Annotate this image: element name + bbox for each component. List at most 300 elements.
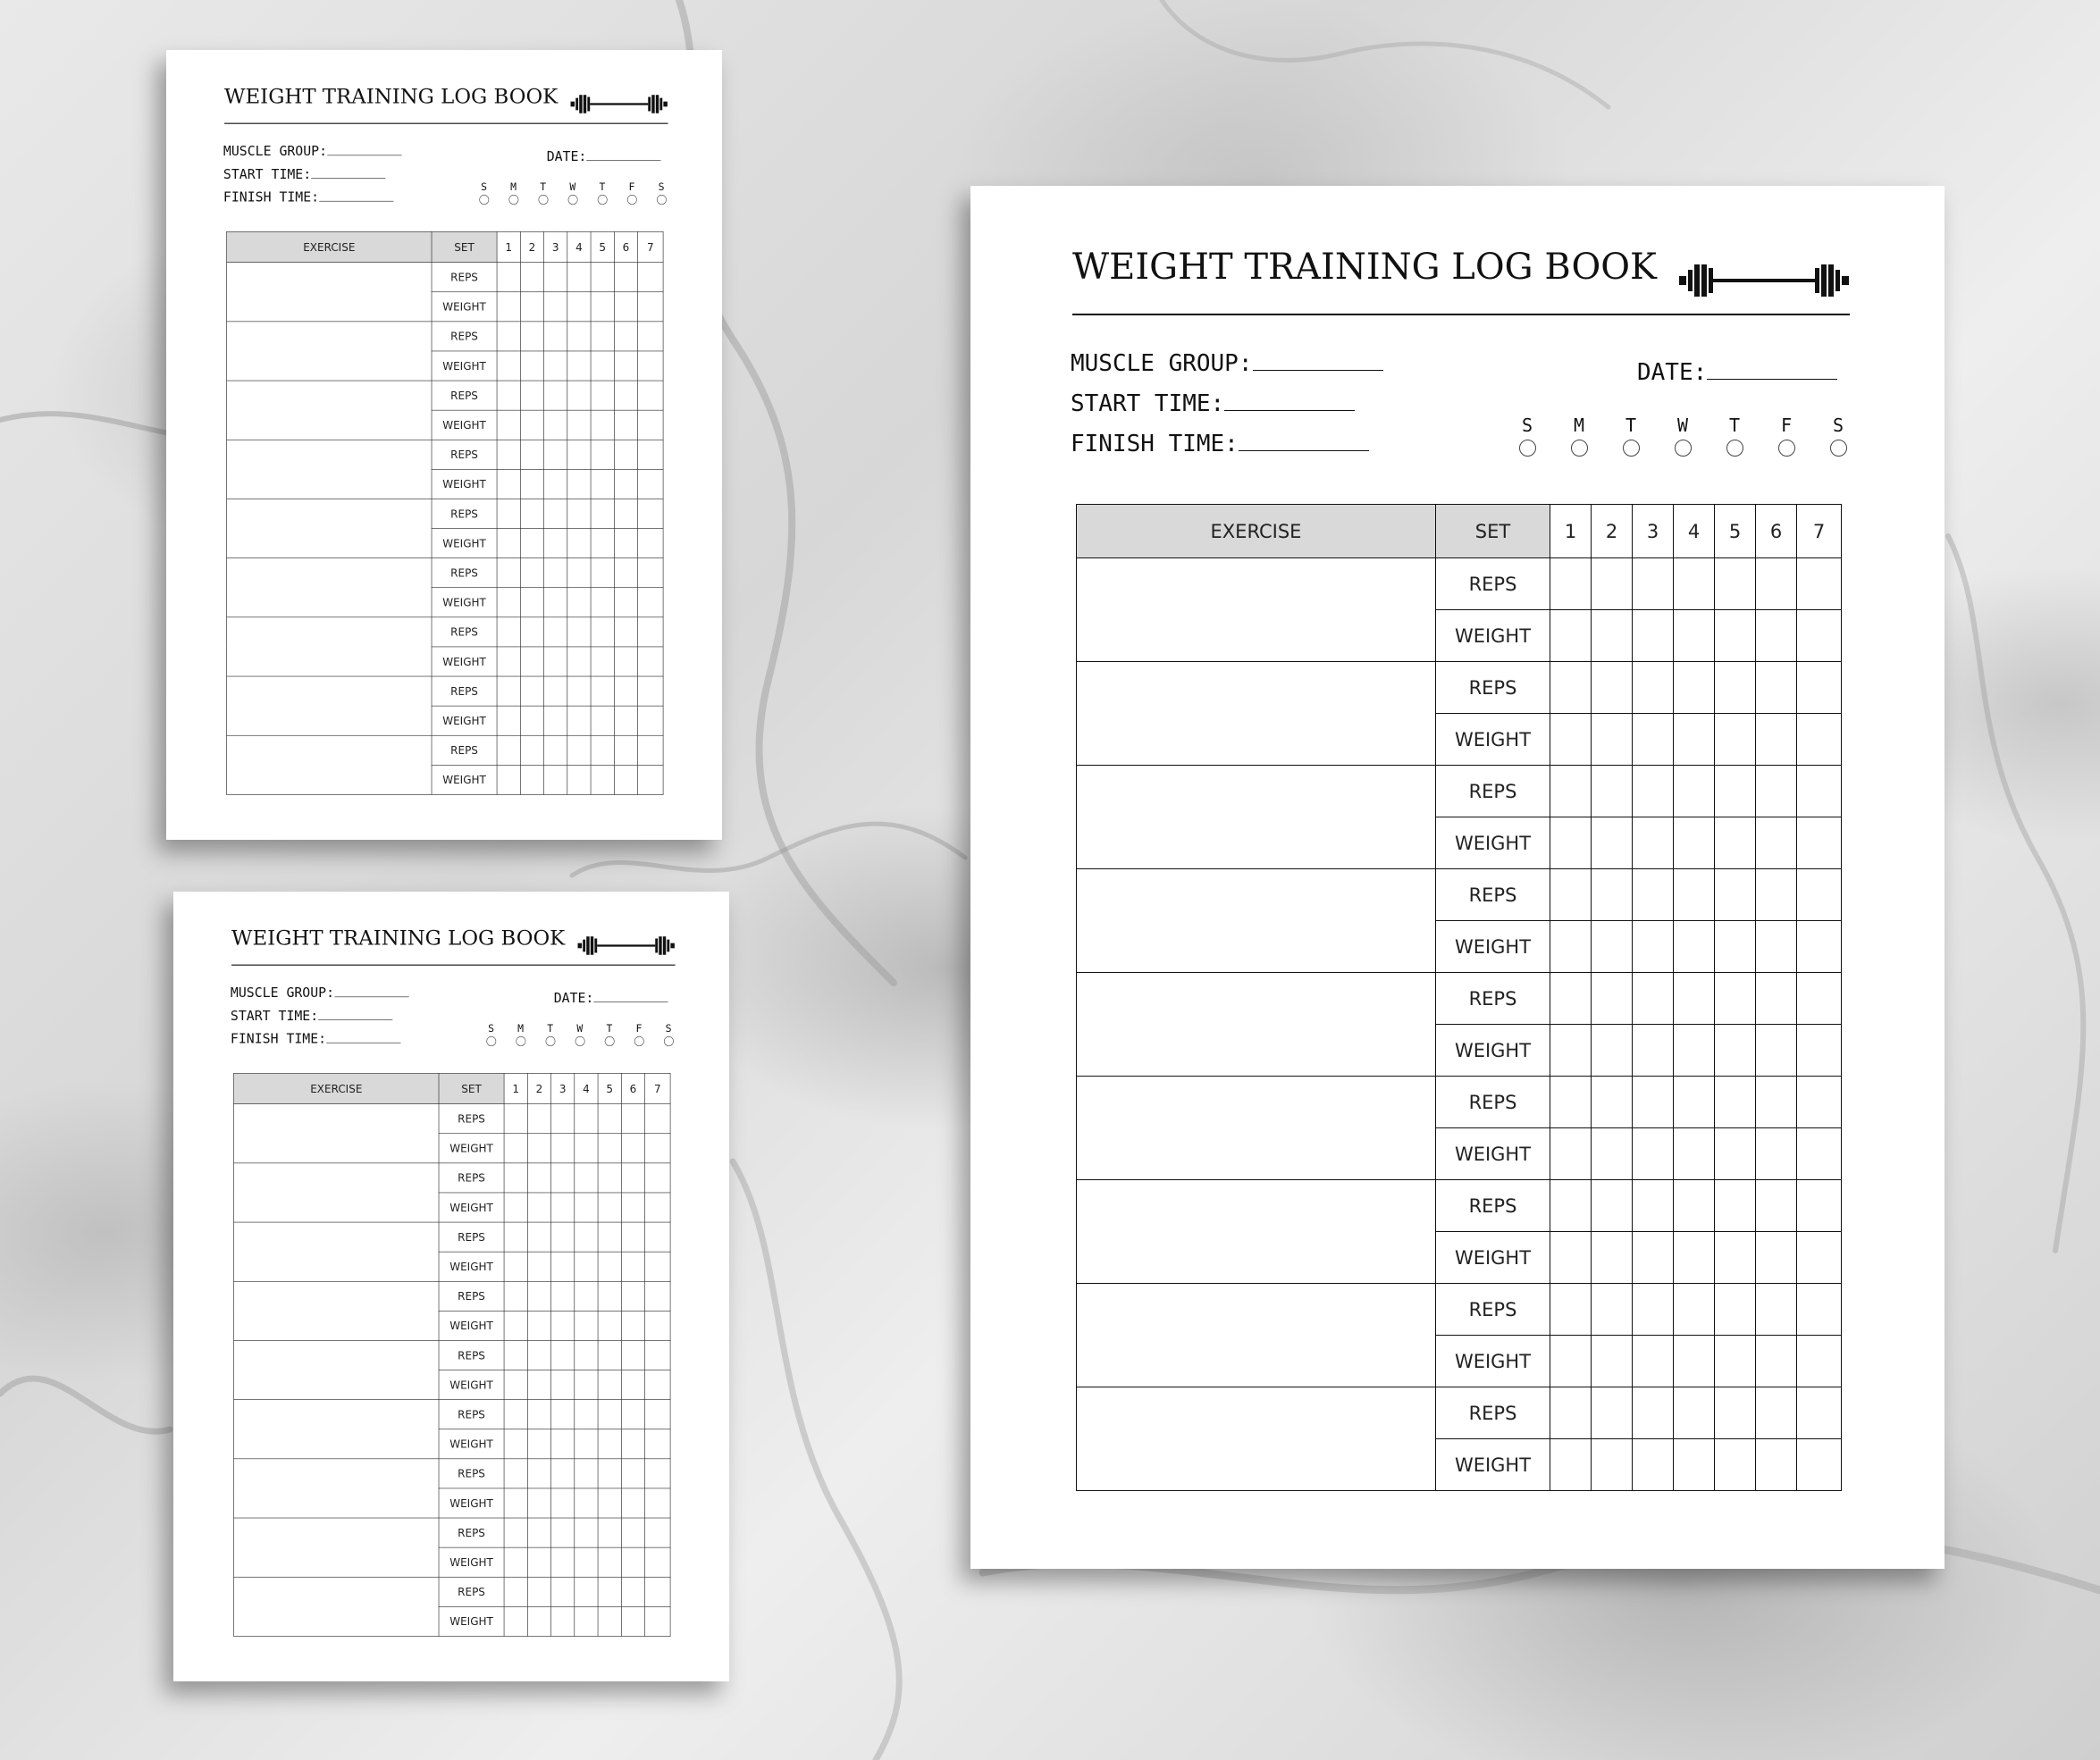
entry-cell[interactable] xyxy=(504,1311,527,1340)
entry-cell[interactable] xyxy=(591,529,614,558)
weekday-option[interactable] xyxy=(647,180,676,205)
entry-cell[interactable] xyxy=(1715,1387,1756,1439)
weekday-checkbox[interactable] xyxy=(627,195,637,205)
entry-cell[interactable] xyxy=(1756,921,1797,973)
entry-cell[interactable] xyxy=(1756,1128,1797,1180)
exercise-cell[interactable] xyxy=(234,1222,439,1281)
exercise-cell[interactable] xyxy=(1077,869,1436,973)
entry-cell[interactable] xyxy=(621,1134,644,1163)
entry-cell[interactable] xyxy=(520,765,543,794)
entry-cell[interactable] xyxy=(544,558,567,588)
entry-cell[interactable] xyxy=(527,1577,550,1606)
entry-cell[interactable] xyxy=(1550,869,1592,921)
entry-cell[interactable] xyxy=(575,1459,598,1488)
entry-cell[interactable] xyxy=(1756,1284,1797,1336)
entry-cell[interactable] xyxy=(520,735,543,765)
entry-cell[interactable] xyxy=(567,588,591,617)
entry-cell[interactable] xyxy=(614,588,637,617)
entry-cell[interactable] xyxy=(591,499,614,528)
muscle-group-blank[interactable] xyxy=(334,997,408,998)
entry-cell[interactable] xyxy=(598,1193,621,1222)
entry-cell[interactable] xyxy=(1550,766,1592,817)
entry-cell[interactable] xyxy=(621,1400,644,1429)
entry-cell[interactable] xyxy=(1674,817,1715,869)
entry-cell[interactable] xyxy=(544,765,567,794)
entry-cell[interactable] xyxy=(1674,1284,1715,1336)
entry-cell[interactable] xyxy=(614,499,637,528)
entry-cell[interactable] xyxy=(1592,869,1633,921)
entry-cell[interactable] xyxy=(1797,869,1842,921)
entry-cell[interactable] xyxy=(544,706,567,735)
entry-cell[interactable] xyxy=(621,1518,644,1547)
exercise-cell[interactable] xyxy=(1077,662,1436,766)
entry-cell[interactable] xyxy=(1592,1128,1633,1180)
entry-cell[interactable] xyxy=(551,1134,575,1163)
entry-cell[interactable] xyxy=(591,706,614,735)
entry-cell[interactable] xyxy=(544,647,567,676)
entry-cell[interactable] xyxy=(544,322,567,351)
entry-cell[interactable] xyxy=(1633,1025,1674,1077)
entry-cell[interactable] xyxy=(638,469,664,499)
weekday-option[interactable] xyxy=(1709,415,1760,457)
entry-cell[interactable] xyxy=(504,1252,527,1281)
date-blank[interactable] xyxy=(1707,379,1837,380)
entry-cell[interactable] xyxy=(614,558,637,588)
entry-cell[interactable] xyxy=(567,529,591,558)
entry-cell[interactable] xyxy=(551,1370,575,1400)
exercise-cell[interactable] xyxy=(1077,558,1436,662)
entry-cell[interactable] xyxy=(591,558,614,588)
weekday-option[interactable] xyxy=(535,1022,565,1046)
entry-cell[interactable] xyxy=(1674,1387,1715,1439)
entry-cell[interactable] xyxy=(591,588,614,617)
entry-cell[interactable] xyxy=(1674,1128,1715,1180)
entry-cell[interactable] xyxy=(551,1104,575,1134)
entry-cell[interactable] xyxy=(544,381,567,410)
exercise-cell[interactable] xyxy=(234,1163,439,1222)
entry-cell[interactable] xyxy=(1797,1439,1842,1491)
entry-cell[interactable] xyxy=(527,1429,550,1459)
entry-cell[interactable] xyxy=(614,351,637,381)
entry-cell[interactable] xyxy=(621,1429,644,1459)
entry-cell[interactable] xyxy=(575,1488,598,1518)
entry-cell[interactable] xyxy=(1756,766,1797,817)
entry-cell[interactable] xyxy=(575,1577,598,1606)
entry-cell[interactable] xyxy=(544,617,567,647)
entry-cell[interactable] xyxy=(1715,1284,1756,1336)
weekday-checkbox[interactable] xyxy=(575,1036,584,1046)
entry-cell[interactable] xyxy=(544,351,567,381)
entry-cell[interactable] xyxy=(497,351,520,381)
entry-cell[interactable] xyxy=(527,1400,550,1429)
entry-cell[interactable] xyxy=(520,440,543,469)
entry-cell[interactable] xyxy=(575,1104,598,1134)
entry-cell[interactable] xyxy=(1756,1180,1797,1232)
weekday-checkbox[interactable] xyxy=(1675,440,1692,457)
entry-cell[interactable] xyxy=(1756,1387,1797,1439)
entry-cell[interactable] xyxy=(598,1459,621,1488)
entry-cell[interactable] xyxy=(645,1134,671,1163)
entry-cell[interactable] xyxy=(638,735,664,765)
entry-cell[interactable] xyxy=(645,1488,671,1518)
weekday-checkbox[interactable] xyxy=(1778,440,1795,457)
weekday-option[interactable] xyxy=(1657,415,1709,457)
entry-cell[interactable] xyxy=(504,1518,527,1547)
muscle-group-blank[interactable] xyxy=(1253,370,1383,371)
entry-cell[interactable] xyxy=(1674,1232,1715,1284)
entry-cell[interactable] xyxy=(645,1459,671,1488)
exercise-cell[interactable] xyxy=(234,1281,439,1340)
entry-cell[interactable] xyxy=(645,1340,671,1370)
entry-cell[interactable] xyxy=(598,1488,621,1518)
entry-cell[interactable] xyxy=(645,1281,671,1311)
entry-cell[interactable] xyxy=(520,558,543,588)
entry-cell[interactable] xyxy=(527,1370,550,1400)
entry-cell[interactable] xyxy=(591,292,614,322)
entry-cell[interactable] xyxy=(598,1252,621,1281)
entry-cell[interactable] xyxy=(1756,1077,1797,1128)
entry-cell[interactable] xyxy=(567,351,591,381)
entry-cell[interactable] xyxy=(544,529,567,558)
entry-cell[interactable] xyxy=(1592,1180,1633,1232)
entry-cell[interactable] xyxy=(567,469,591,499)
entry-cell[interactable] xyxy=(520,322,543,351)
muscle-group-blank[interactable] xyxy=(327,155,401,156)
entry-cell[interactable] xyxy=(638,706,664,735)
entry-cell[interactable] xyxy=(1715,1439,1756,1491)
weekday-option[interactable] xyxy=(558,180,587,205)
entry-cell[interactable] xyxy=(1715,973,1756,1025)
entry-cell[interactable] xyxy=(1756,1439,1797,1491)
entry-cell[interactable] xyxy=(551,1577,575,1606)
entry-cell[interactable] xyxy=(1592,1232,1633,1284)
weekday-option[interactable] xyxy=(476,1022,506,1046)
exercise-cell[interactable] xyxy=(1077,1077,1436,1180)
weekday-checkbox[interactable] xyxy=(597,195,607,205)
exercise-cell[interactable] xyxy=(234,1518,439,1577)
entry-cell[interactable] xyxy=(520,410,543,440)
entry-cell[interactable] xyxy=(1756,1336,1797,1387)
entry-cell[interactable] xyxy=(598,1606,621,1636)
entry-cell[interactable] xyxy=(598,1222,621,1252)
entry-cell[interactable] xyxy=(1592,1077,1633,1128)
entry-cell[interactable] xyxy=(1756,817,1797,869)
entry-cell[interactable] xyxy=(527,1606,550,1636)
entry-cell[interactable] xyxy=(551,1547,575,1577)
finish-time-blank[interactable] xyxy=(1239,450,1369,451)
entry-cell[interactable] xyxy=(567,322,591,351)
entry-cell[interactable] xyxy=(575,1163,598,1193)
entry-cell[interactable] xyxy=(504,1222,527,1252)
entry-cell[interactable] xyxy=(504,1400,527,1429)
weekday-checkbox[interactable] xyxy=(516,1036,525,1046)
entry-cell[interactable] xyxy=(504,1163,527,1193)
entry-cell[interactable] xyxy=(497,765,520,794)
entry-cell[interactable] xyxy=(504,1370,527,1400)
entry-cell[interactable] xyxy=(1633,714,1674,766)
entry-cell[interactable] xyxy=(567,617,591,647)
entry-cell[interactable] xyxy=(497,617,520,647)
entry-cell[interactable] xyxy=(504,1193,527,1222)
weekday-checkbox[interactable] xyxy=(657,195,667,205)
entry-cell[interactable] xyxy=(1674,1180,1715,1232)
entry-cell[interactable] xyxy=(527,1104,550,1134)
entry-cell[interactable] xyxy=(614,440,637,469)
entry-cell[interactable] xyxy=(497,410,520,440)
entry-cell[interactable] xyxy=(527,1311,550,1340)
entry-cell[interactable] xyxy=(1592,1387,1633,1439)
entry-cell[interactable] xyxy=(575,1222,598,1252)
entry-cell[interactable] xyxy=(520,499,543,528)
entry-cell[interactable] xyxy=(497,469,520,499)
entry-cell[interactable] xyxy=(497,676,520,706)
entry-cell[interactable] xyxy=(504,1281,527,1311)
entry-cell[interactable] xyxy=(1550,1077,1592,1128)
entry-cell[interactable] xyxy=(1550,714,1592,766)
weekday-checkbox[interactable] xyxy=(545,1036,555,1046)
entry-cell[interactable] xyxy=(645,1222,671,1252)
entry-cell[interactable] xyxy=(1633,817,1674,869)
entry-cell[interactable] xyxy=(575,1547,598,1577)
entry-cell[interactable] xyxy=(497,292,520,322)
entry-cell[interactable] xyxy=(520,263,543,292)
entry-cell[interactable] xyxy=(575,1340,598,1370)
entry-cell[interactable] xyxy=(645,1252,671,1281)
exercise-cell[interactable] xyxy=(227,322,432,381)
entry-cell[interactable] xyxy=(1633,766,1674,817)
entry-cell[interactable] xyxy=(567,676,591,706)
entry-cell[interactable] xyxy=(1756,558,1797,610)
entry-cell[interactable] xyxy=(1715,817,1756,869)
entry-cell[interactable] xyxy=(527,1281,550,1311)
entry-cell[interactable] xyxy=(638,499,664,528)
exercise-cell[interactable] xyxy=(227,735,432,794)
entry-cell[interactable] xyxy=(1715,1232,1756,1284)
entry-cell[interactable] xyxy=(520,647,543,676)
entry-cell[interactable] xyxy=(1592,1439,1633,1491)
entry-cell[interactable] xyxy=(575,1311,598,1340)
entry-cell[interactable] xyxy=(504,1547,527,1577)
entry-cell[interactable] xyxy=(567,735,591,765)
entry-cell[interactable] xyxy=(551,1518,575,1547)
entry-cell[interactable] xyxy=(638,588,664,617)
entry-cell[interactable] xyxy=(1797,1284,1842,1336)
entry-cell[interactable] xyxy=(645,1311,671,1340)
entry-cell[interactable] xyxy=(1715,1077,1756,1128)
entry-cell[interactable] xyxy=(567,706,591,735)
entry-cell[interactable] xyxy=(1633,1387,1674,1439)
entry-cell[interactable] xyxy=(497,381,520,410)
weekday-checkbox[interactable] xyxy=(1726,440,1743,457)
entry-cell[interactable] xyxy=(1592,558,1633,610)
entry-cell[interactable] xyxy=(614,322,637,351)
entry-cell[interactable] xyxy=(1592,766,1633,817)
weekday-option[interactable] xyxy=(565,1022,594,1046)
entry-cell[interactable] xyxy=(1756,662,1797,714)
entry-cell[interactable] xyxy=(551,1311,575,1340)
entry-cell[interactable] xyxy=(638,529,664,558)
entry-cell[interactable] xyxy=(645,1606,671,1636)
entry-cell[interactable] xyxy=(1797,1387,1842,1439)
entry-cell[interactable] xyxy=(614,292,637,322)
finish-time-blank[interactable] xyxy=(319,201,393,202)
weekday-checkbox[interactable] xyxy=(1519,440,1536,457)
entry-cell[interactable] xyxy=(567,263,591,292)
entry-cell[interactable] xyxy=(544,263,567,292)
entry-cell[interactable] xyxy=(1674,1025,1715,1077)
entry-cell[interactable] xyxy=(551,1400,575,1429)
entry-cell[interactable] xyxy=(544,292,567,322)
entry-cell[interactable] xyxy=(504,1429,527,1459)
weekday-option[interactable] xyxy=(469,180,499,205)
entry-cell[interactable] xyxy=(551,1281,575,1311)
entry-cell[interactable] xyxy=(520,706,543,735)
entry-cell[interactable] xyxy=(497,588,520,617)
entry-cell[interactable] xyxy=(544,469,567,499)
entry-cell[interactable] xyxy=(638,263,664,292)
entry-cell[interactable] xyxy=(598,1370,621,1400)
entry-cell[interactable] xyxy=(1550,1387,1592,1439)
entry-cell[interactable] xyxy=(1592,1284,1633,1336)
entry-cell[interactable] xyxy=(645,1370,671,1400)
entry-cell[interactable] xyxy=(551,1222,575,1252)
entry-cell[interactable] xyxy=(614,381,637,410)
entry-cell[interactable] xyxy=(1592,662,1633,714)
entry-cell[interactable] xyxy=(621,1370,644,1400)
entry-cell[interactable] xyxy=(504,1104,527,1134)
entry-cell[interactable] xyxy=(544,676,567,706)
entry-cell[interactable] xyxy=(1674,558,1715,610)
entry-cell[interactable] xyxy=(614,529,637,558)
entry-cell[interactable] xyxy=(621,1459,644,1488)
entry-cell[interactable] xyxy=(544,440,567,469)
entry-cell[interactable] xyxy=(1633,1128,1674,1180)
entry-cell[interactable] xyxy=(1592,973,1633,1025)
entry-cell[interactable] xyxy=(621,1340,644,1370)
start-time-blank[interactable] xyxy=(318,1019,392,1020)
weekday-option[interactable] xyxy=(624,1022,653,1046)
entry-cell[interactable] xyxy=(1592,610,1633,662)
entry-cell[interactable] xyxy=(598,1134,621,1163)
start-time-blank[interactable] xyxy=(1224,410,1355,411)
entry-cell[interactable] xyxy=(520,588,543,617)
entry-cell[interactable] xyxy=(1674,921,1715,973)
entry-cell[interactable] xyxy=(504,1340,527,1370)
entry-cell[interactable] xyxy=(598,1429,621,1459)
exercise-cell[interactable] xyxy=(234,1459,439,1518)
entry-cell[interactable] xyxy=(567,381,591,410)
entry-cell[interactable] xyxy=(520,381,543,410)
entry-cell[interactable] xyxy=(598,1577,621,1606)
entry-cell[interactable] xyxy=(520,529,543,558)
weekday-checkbox[interactable] xyxy=(508,195,518,205)
weekday-checkbox[interactable] xyxy=(604,1036,614,1046)
weekday-checkbox[interactable] xyxy=(567,195,577,205)
weekday-option[interactable] xyxy=(587,180,617,205)
entry-cell[interactable] xyxy=(527,1193,550,1222)
entry-cell[interactable] xyxy=(1550,558,1592,610)
entry-cell[interactable] xyxy=(1797,1128,1842,1180)
entry-cell[interactable] xyxy=(614,410,637,440)
weekday-option[interactable] xyxy=(499,180,528,205)
entry-cell[interactable] xyxy=(551,1488,575,1518)
entry-cell[interactable] xyxy=(591,735,614,765)
entry-cell[interactable] xyxy=(1756,610,1797,662)
entry-cell[interactable] xyxy=(497,263,520,292)
entry-cell[interactable] xyxy=(598,1340,621,1370)
exercise-cell[interactable] xyxy=(1077,766,1436,869)
entry-cell[interactable] xyxy=(520,676,543,706)
entry-cell[interactable] xyxy=(567,558,591,588)
entry-cell[interactable] xyxy=(551,1252,575,1281)
weekday-option[interactable] xyxy=(1812,415,1864,457)
entry-cell[interactable] xyxy=(551,1606,575,1636)
entry-cell[interactable] xyxy=(1550,1336,1592,1387)
entry-cell[interactable] xyxy=(527,1459,550,1488)
entry-cell[interactable] xyxy=(544,410,567,440)
entry-cell[interactable] xyxy=(520,469,543,499)
entry-cell[interactable] xyxy=(638,440,664,469)
entry-cell[interactable] xyxy=(527,1222,550,1252)
entry-cell[interactable] xyxy=(638,292,664,322)
entry-cell[interactable] xyxy=(1756,714,1797,766)
entry-cell[interactable] xyxy=(1633,558,1674,610)
exercise-cell[interactable] xyxy=(227,617,432,676)
entry-cell[interactable] xyxy=(1797,973,1842,1025)
entry-cell[interactable] xyxy=(591,410,614,440)
weekday-option[interactable] xyxy=(1553,415,1605,457)
entry-cell[interactable] xyxy=(638,617,664,647)
exercise-cell[interactable] xyxy=(234,1340,439,1399)
entry-cell[interactable] xyxy=(527,1340,550,1370)
entry-cell[interactable] xyxy=(520,617,543,647)
entry-cell[interactable] xyxy=(1674,766,1715,817)
entry-cell[interactable] xyxy=(621,1311,644,1340)
entry-cell[interactable] xyxy=(1550,1284,1592,1336)
exercise-cell[interactable] xyxy=(227,263,432,322)
entry-cell[interactable] xyxy=(621,1163,644,1193)
entry-cell[interactable] xyxy=(497,440,520,469)
entry-cell[interactable] xyxy=(614,263,637,292)
entry-cell[interactable] xyxy=(1592,1025,1633,1077)
weekday-checkbox[interactable] xyxy=(538,195,548,205)
weekday-checkbox[interactable] xyxy=(479,195,489,205)
entry-cell[interactable] xyxy=(551,1340,575,1370)
entry-cell[interactable] xyxy=(591,263,614,292)
entry-cell[interactable] xyxy=(614,706,637,735)
entry-cell[interactable] xyxy=(527,1252,550,1281)
entry-cell[interactable] xyxy=(504,1577,527,1606)
weekday-option[interactable] xyxy=(1605,415,1657,457)
entry-cell[interactable] xyxy=(1797,610,1842,662)
entry-cell[interactable] xyxy=(1715,1128,1756,1180)
entry-cell[interactable] xyxy=(1633,921,1674,973)
entry-cell[interactable] xyxy=(1715,662,1756,714)
entry-cell[interactable] xyxy=(575,1370,598,1400)
entry-cell[interactable] xyxy=(621,1488,644,1518)
entry-cell[interactable] xyxy=(645,1104,671,1134)
entry-cell[interactable] xyxy=(1674,662,1715,714)
entry-cell[interactable] xyxy=(1797,1180,1842,1232)
exercise-cell[interactable] xyxy=(234,1400,439,1459)
entry-cell[interactable] xyxy=(1715,869,1756,921)
entry-cell[interactable] xyxy=(1674,1439,1715,1491)
entry-cell[interactable] xyxy=(1715,921,1756,973)
entry-cell[interactable] xyxy=(551,1459,575,1488)
weekday-checkbox[interactable] xyxy=(664,1036,674,1046)
exercise-cell[interactable] xyxy=(234,1104,439,1163)
entry-cell[interactable] xyxy=(621,1252,644,1281)
